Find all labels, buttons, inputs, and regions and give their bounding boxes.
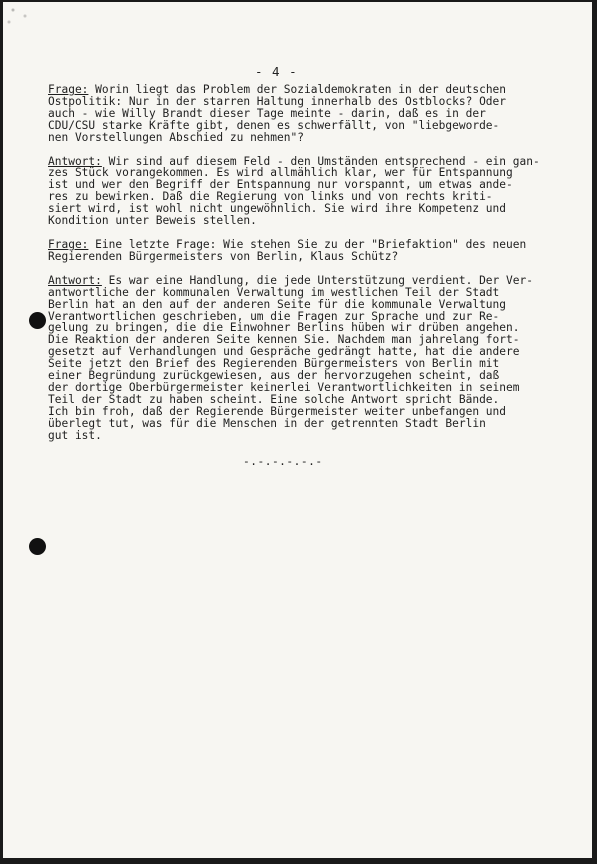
question-block: [48, 84, 563, 144]
line-text: Worin liegt das Problem der Sozialdemokraten in der deutschen: [88, 83, 507, 96]
line-text: auch - wie Willy Brandt dieser Tage meinte - darin, daß es in der: [48, 106, 486, 120]
text-line: [48, 215, 563, 227]
line-text: Seite jetzt den Brief des Regierenden Bürgermeisters von Berlin mit: [48, 357, 500, 371]
document-page: [3, 2, 592, 858]
line-text: Teil der Stadt zu haben scheint. Eine solche Antwort spricht Bände.: [48, 392, 500, 406]
line-text: Eine letzte Frage: Wie stehen Sie zu der "Briefaktion" des neuen: [88, 237, 527, 251]
punch-hole-lower: [29, 538, 46, 555]
line-text: gelung zu bringen, die die Einwohner Berlins hüben wir drüben angehen.: [48, 321, 520, 335]
line-text: Berlin hat an den auf der anderen Seite für die kommunale Verwaltung: [48, 297, 507, 311]
punch-hole-upper: [29, 312, 46, 329]
line-text: antwortliche der kommunalen Verwaltung im westlichen Teil der Stadt: [48, 285, 500, 299]
line-text: Ich bin froh, daß der Regierende Bürgermeister weiter unbefangen und: [48, 404, 507, 418]
line-text: Ostpolitik: Nur in der starren Haltung innerhalb des Ostblocks? Oder: [48, 94, 507, 108]
line-text: nen Vorstellungen Abschied zu nehmen"?: [48, 130, 304, 144]
text-line: [48, 132, 563, 144]
line-text: ist und wer den Begriff der Entspannung nur vorspannt, um etwas ande-: [48, 178, 513, 192]
text-line: [48, 418, 563, 430]
end-mark: -.-.-.-.-.-: [243, 455, 323, 468]
answer-block: [48, 275, 563, 442]
line-text: Verantwortlichen geschrieben, um die Fragen zur Sprache und zur Re-: [48, 309, 500, 323]
line-text: zes Stück vorangekommen. Es wird allmählich klar, wer für Entspannung: [48, 166, 513, 180]
line-text: siert wird, ist wohl nicht ungewöhnlich. Sie wird ihre Kompetenz und: [48, 202, 507, 216]
line-text: res zu bewirken. Daß die Regierung von links und von rechts kriti-: [48, 190, 493, 204]
line-text: gesetzt auf Verhandlungen und Gespräche gedrängt hatte, hat die andere: [48, 345, 520, 359]
text-line: [48, 251, 563, 263]
page-number: - 4 -: [255, 64, 298, 79]
speaker-label: Frage:: [48, 83, 89, 96]
speaker-label: Antwort:: [48, 154, 102, 168]
line-text: gut ist.: [48, 428, 102, 442]
line-text: Kondition unter Beweis stellen.: [48, 214, 257, 228]
line-text: CDU/CSU starke Kräfte gibt, denen es schwerfällt, von "liebgeworde-: [48, 118, 500, 132]
line-text: der dortige Oberbürgermeister keinerlei Verantwortlichkeiten in seinem: [48, 380, 520, 394]
answer-block: [48, 156, 563, 227]
line-text: überlegt tut, was für die Menschen in der getrennten Stadt Berlin: [48, 416, 486, 430]
line-text: Regierenden Bürgermeisters von Berlin, Klaus Schütz?: [48, 249, 399, 263]
line-text: Wir sind auf diesem Feld - den Umständen entsprechend - ein gan-: [101, 154, 540, 168]
text-line: [48, 430, 563, 442]
speaker-label: Frage:: [48, 237, 89, 251]
scan-artifact: [3, 2, 43, 32]
interview-text: [48, 84, 563, 453]
question-block: [48, 239, 563, 263]
line-text: Die Reaktion der anderen Seite kennen Sie. Nachdem man jahrelang fort-: [48, 333, 520, 347]
speaker-label: Antwort:: [48, 273, 102, 287]
line-text: Es war eine Handlung, die jede Unterstützung verdient. Der Ver-: [101, 273, 533, 287]
line-text: einer Begründung zurückgewiesen, aus der hervorzugehen scheint, daß: [48, 369, 500, 383]
